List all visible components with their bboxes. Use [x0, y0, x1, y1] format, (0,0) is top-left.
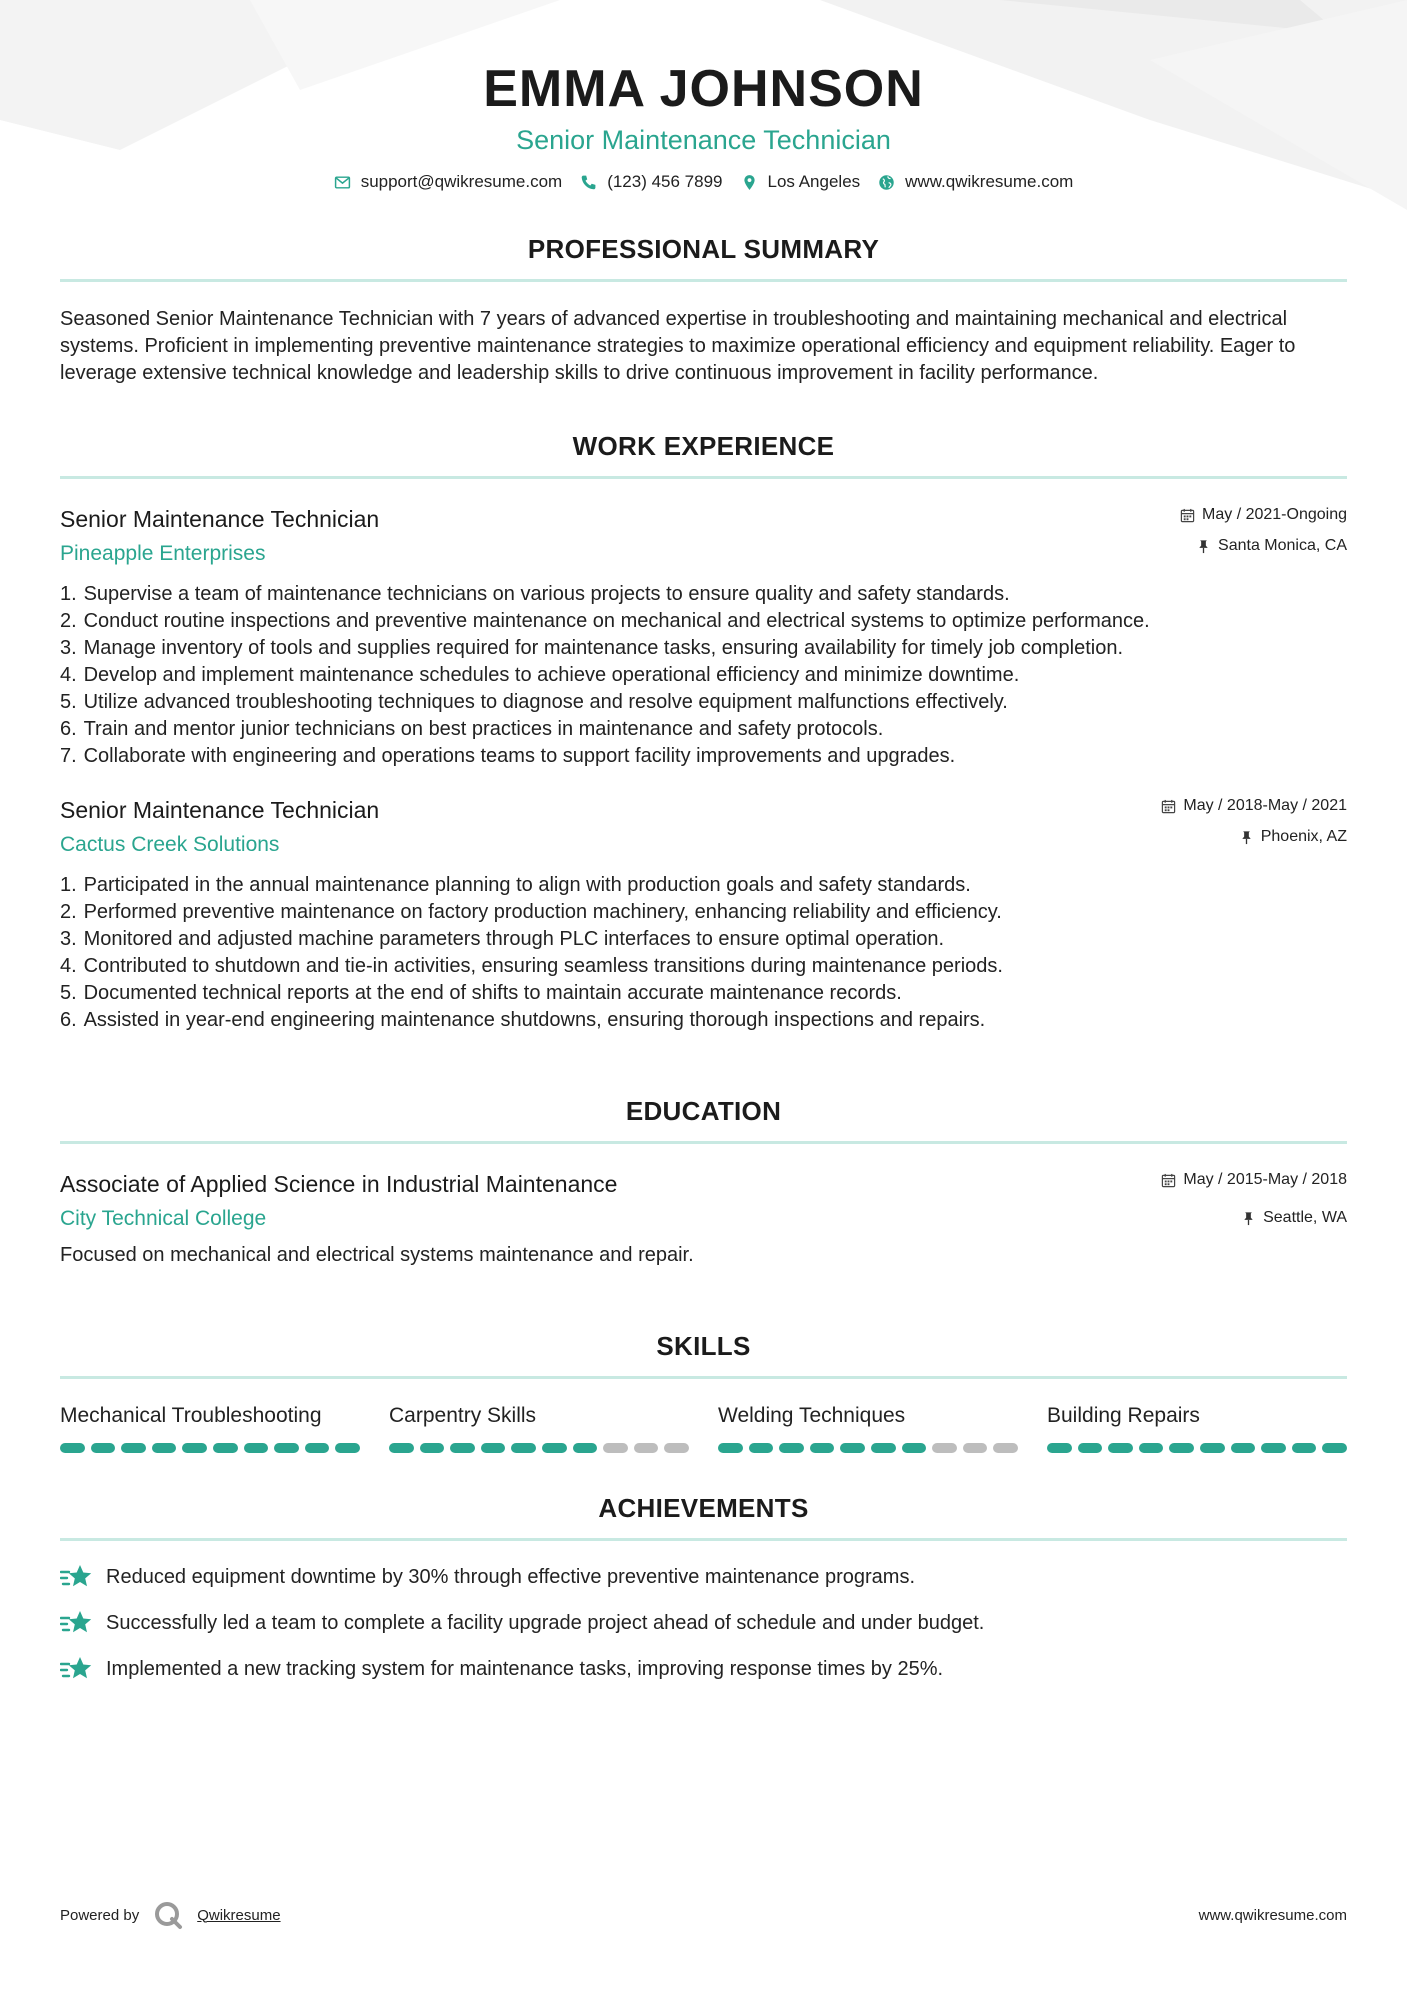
candidate-name: EMMA JOHNSON [483, 60, 924, 118]
candidate-title: Senior Maintenance Technician [516, 125, 891, 155]
education-divider [60, 1141, 1347, 1144]
pushpin-icon [1196, 539, 1211, 554]
contact-phone-text: (123) 456 7899 [607, 172, 723, 191]
contact-email[interactable] [334, 172, 563, 192]
skill-segment-filled [542, 1443, 567, 1453]
qwikresume-logo-icon [153, 1900, 183, 1930]
skills-divider [60, 1376, 1347, 1379]
envelope-icon [334, 174, 351, 191]
education-entry [60, 1170, 1347, 1269]
summary-section [60, 234, 1347, 387]
globe-icon [878, 174, 895, 191]
skill-segment-filled [420, 1443, 445, 1453]
brand-link[interactable]: Qwikresume [197, 1906, 281, 1924]
skill-name: Welding Techniques [718, 1404, 906, 1427]
job-company: Cactus Creek Solutions [60, 833, 280, 856]
list-item: 4. Develop and implement maintenance schedules to achieve operational efficiency and minimize downtime. [60, 664, 1020, 686]
skill-segment-filled [305, 1443, 330, 1453]
job-bullets [60, 872, 1347, 1034]
calendar-icon [1161, 1173, 1176, 1188]
education-dates: May / 2015-May / 2018 [1183, 1171, 1347, 1188]
job-location: Santa Monica, CA [1218, 537, 1347, 554]
skill-segment-filled [1078, 1443, 1103, 1453]
contact-website[interactable] [878, 172, 1073, 192]
skill-segment-filled [91, 1443, 116, 1453]
skill-name: Mechanical Troubleshooting [60, 1404, 322, 1427]
powered-by-label: Powered by [60, 1906, 140, 1924]
contact-location-text: Los Angeles [767, 172, 861, 191]
skill-segment-filled [1108, 1443, 1133, 1453]
list-item: 1. Participated in the annual maintenance planning to align with production goals and safety standards. [60, 874, 971, 896]
map-pin-icon [741, 174, 758, 191]
job-role: Senior Maintenance Technician [60, 506, 380, 532]
achievement-text: Successfully led a team to complete a facility upgrade project ahead of schedule and under budget. [106, 1611, 985, 1634]
skill-item [389, 1403, 689, 1453]
achievement-text: Implemented a new tracking system for maintenance tasks, improving response times by 25%. [106, 1657, 944, 1680]
list-item [60, 1655, 1347, 1683]
summary-divider [60, 279, 1347, 282]
skill-segment-empty [664, 1443, 689, 1453]
list-item: 1. Supervise a team of maintenance technicians on various projects to ensure quality and safety standards. [60, 583, 1010, 605]
skill-level-bar [60, 1443, 360, 1453]
contact-website-text: www.qwikresume.com [905, 172, 1074, 191]
skill-segment-filled [779, 1443, 804, 1453]
list-item: 4. Contributed to shutdown and tie-in activities, ensuring seamless transitions during maintenance periods. [60, 955, 1003, 977]
skill-segment-empty [932, 1443, 957, 1453]
resume-header [60, 0, 1347, 192]
skill-segment-filled [1047, 1443, 1072, 1453]
skill-segment-empty [603, 1443, 628, 1453]
experience-heading: WORK EXPERIENCE [572, 431, 835, 461]
skill-segment-filled [511, 1443, 536, 1453]
skill-segment-filled [1292, 1443, 1317, 1453]
job-company: Pineapple Enterprises [60, 542, 266, 565]
education-heading: EDUCATION [625, 1096, 782, 1126]
list-item [60, 1609, 1347, 1637]
skill-level-bar [389, 1443, 689, 1453]
skill-segment-filled [902, 1443, 927, 1453]
contact-phone[interactable] [580, 172, 722, 192]
skill-name: Carpentry Skills [389, 1404, 537, 1427]
skills-list [60, 1403, 1347, 1453]
summary-heading: PROFESSIONAL SUMMARY [527, 234, 880, 264]
list-item: 5. Documented technical reports at the end of shifts to maintain accurate maintenance records. [60, 982, 902, 1004]
pushpin-icon [1241, 1211, 1256, 1226]
achievements-list [60, 1563, 1347, 1683]
skill-segment-filled [1231, 1443, 1256, 1453]
skill-segment-filled [1322, 1443, 1347, 1453]
achievements-section [60, 1493, 1347, 1683]
skill-segment-filled [810, 1443, 835, 1453]
contact-row [60, 172, 1347, 192]
skill-segment-filled [244, 1443, 269, 1453]
experience-section [60, 431, 1347, 1034]
skill-item [60, 1403, 360, 1453]
calendar-icon [1180, 508, 1195, 523]
skills-heading: SKILLS [656, 1331, 751, 1361]
skill-segment-filled [60, 1443, 85, 1453]
star-icon [60, 1563, 92, 1591]
job-dates: May / 2018-May / 2021 [1183, 797, 1347, 814]
summary-text: Seasoned Senior Maintenance Technician with 7 years of advanced expertise in troubleshooting and maintaining mechanical and electrical systems. Proficient in implementing preventive maintenance strategies to maximize operational efficiency and equipment reliability. Eager to leverage extensive technical knowledge and leadership skills to drive continuous improvement in facility performance. [60, 308, 1296, 384]
skill-segment-filled [213, 1443, 238, 1453]
skill-segment-filled [749, 1443, 774, 1453]
achievement-text: Reduced equipment downtime by 30% through effective preventive maintenance programs. [106, 1565, 915, 1588]
skill-segment-filled [182, 1443, 207, 1453]
phone-icon [580, 174, 597, 191]
star-icon [60, 1609, 92, 1637]
page-footer [60, 1900, 1347, 1930]
achievements-heading: ACHIEVEMENTS [598, 1493, 809, 1523]
skill-segment-filled [1169, 1443, 1194, 1453]
school-name: City Technical College [60, 1207, 267, 1230]
achievements-divider [60, 1538, 1347, 1541]
skill-segment-filled [389, 1443, 414, 1453]
list-item: 2. Performed preventive maintenance on factory production machinery, enhancing reliability and efficiency. [60, 901, 1002, 923]
skill-segment-empty [634, 1443, 659, 1453]
skill-segment-filled [152, 1443, 177, 1453]
skill-segment-filled [718, 1443, 743, 1453]
contact-email-text: support@qwikresume.com [360, 172, 563, 191]
skill-level-bar [1047, 1443, 1347, 1453]
skill-segment-filled [121, 1443, 146, 1453]
education-location: Seattle, WA [1263, 1209, 1347, 1226]
skill-segment-filled [450, 1443, 475, 1453]
skill-segment-filled [871, 1443, 896, 1453]
skill-segment-filled [1139, 1443, 1164, 1453]
pushpin-icon [1239, 830, 1254, 845]
contact-location [741, 172, 861, 192]
skill-item [1047, 1403, 1347, 1453]
job-dates: May / 2021-Ongoing [1202, 506, 1347, 523]
skill-segment-empty [963, 1443, 988, 1453]
skill-segment-filled [840, 1443, 865, 1453]
calendar-icon [1161, 799, 1176, 814]
degree-name: Associate of Applied Science in Industrial Maintenance [60, 1171, 618, 1197]
footer-website[interactable]: www.qwikresume.com [1198, 1906, 1347, 1924]
list-item [60, 1563, 1347, 1591]
skill-segment-filled [1200, 1443, 1225, 1453]
list-item: 3. Manage inventory of tools and supplies required for maintenance tasks, ensuring availability for timely job completion. [60, 637, 1124, 659]
list-item: 2. Conduct routine inspections and preventive maintenance on mechanical and electrical systems to optimize performance. [60, 610, 1150, 632]
education-section [60, 1096, 1347, 1269]
skill-segment-filled [1261, 1443, 1286, 1453]
education-description: Focused on mechanical and electrical systems maintenance and repair. [60, 1244, 694, 1266]
skill-segment-filled [274, 1443, 299, 1453]
list-item: 3. Monitored and adjusted machine parameters through PLC interfaces to ensure optimal operation. [60, 928, 945, 950]
star-icon [60, 1655, 92, 1683]
job-entry [60, 796, 1347, 1034]
list-item: 6. Assisted in year-end engineering maintenance shutdowns, ensuring thorough inspections and repairs. [60, 1009, 986, 1031]
list-item: 6. Train and mentor junior technicians on best practices in maintenance and safety protocols. [60, 718, 884, 740]
powered-by [60, 1900, 281, 1930]
skill-segment-empty [993, 1443, 1018, 1453]
skill-item [718, 1403, 1018, 1453]
skill-segment-filled [481, 1443, 506, 1453]
job-bullets [60, 581, 1347, 770]
job-role: Senior Maintenance Technician [60, 797, 380, 823]
list-item: 7. Collaborate with engineering and operations teams to support facility improvements and upgrades. [60, 745, 956, 767]
skills-section [60, 1331, 1347, 1453]
skill-name: Building Repairs [1047, 1404, 1200, 1427]
skill-segment-filled [573, 1443, 598, 1453]
job-location: Phoenix, AZ [1260, 828, 1347, 845]
skill-level-bar [718, 1443, 1018, 1453]
experience-divider [60, 476, 1347, 479]
skill-segment-filled [335, 1443, 360, 1453]
job-entry [60, 505, 1347, 770]
list-item: 5. Utilize advanced troubleshooting techniques to diagnose and resolve equipment malfunctions effectively. [60, 691, 1008, 713]
